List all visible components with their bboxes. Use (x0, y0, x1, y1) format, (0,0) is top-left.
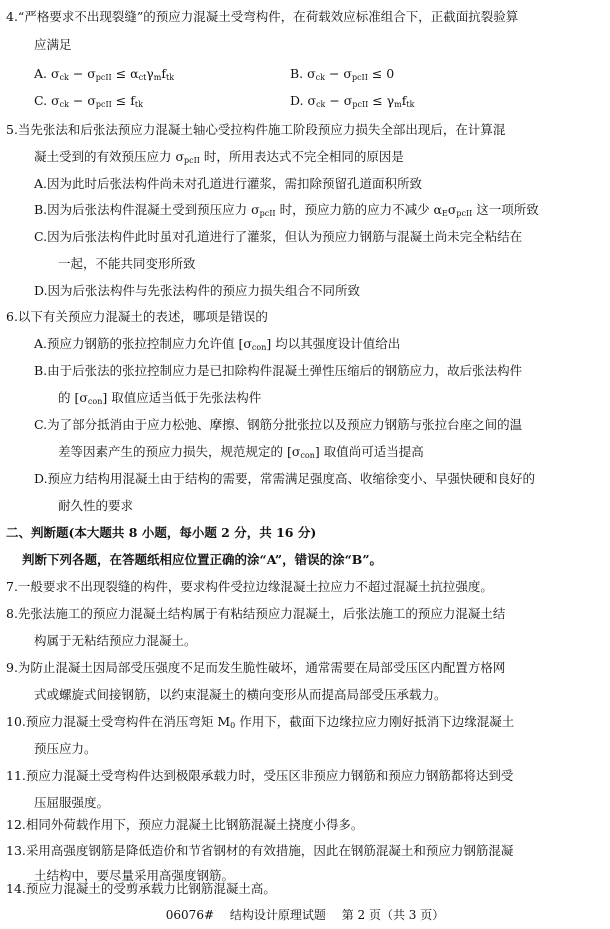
exam-code: 06076# (165, 908, 215, 922)
q5-stem-line2: 凝土受到的有效预压应力 $\sigma_{pcII}$ 时，所用表达式不完全相同的原因是 (34, 149, 404, 165)
q13-line2: 土结构中，要尽量采用高强度钢筋。 (34, 868, 235, 883)
q4-option-a: A. $\sigma_{ck} - \sigma_{pcII} \le \alpha_{ct}\gamma_mf_{tk}$ (34, 66, 175, 82)
section2-title: 二、判断题(本大题共 8 小题，每小题 2 分，共 16 分) (6, 525, 317, 540)
exam-subject: 结构设计原理试题 (229, 908, 326, 922)
q4-option-b: B. $\sigma_{ck} - \sigma_{pcII} \le 0$ (290, 66, 395, 82)
q12: 12.相同外荷载作用下，预应力混凝土比钢筋混凝土挠度小得多。 (6, 817, 364, 832)
q4-option-d: D. $\sigma_{ck} - \sigma_{pcII} \le \gamma_mf_{tk}$ (290, 93, 415, 109)
q6-option-a: A.预应力钢筋的张拉控制应力允许值 $[\sigma_{con}]$ 均以其强度设计值给出 (34, 336, 401, 352)
page-number: 第 2 页（共 3 页） (341, 908, 445, 922)
q6-option-d-line1: D.预应力结构用混凝土由于结构的需要，常需满足强度高、收缩徐变小、早强快硬和良好的 (34, 471, 536, 486)
q6-option-c-line2: 差等因素产生的预应力损失，规范规定的 $[\sigma_{con}]$ 取值尚可适当提高 (58, 444, 424, 460)
page-footer (0, 906, 610, 923)
q10-line2: 预压应力。 (34, 741, 97, 756)
section2-instruction: 判断下列各题，在答题纸相应位置正确的涂“A”，错误的涂“B”。 (22, 552, 383, 567)
q8-line2: 构属于无粘结预应力混凝土。 (34, 633, 197, 648)
q9-line2: 式或螺旋式间接钢筋，以约束混凝土的横向变形从而提高局部受压承载力。 (34, 687, 447, 702)
q6-option-d-line2: 耐久性的要求 (58, 498, 134, 513)
q10-line1: 10.预应力混凝土受弯构件在消压弯矩 $M_0$ 作用下，截面下边缘拉应力刚好抵消下边缘混凝土 (6, 714, 515, 730)
q4-stem-line1: 4.“严格要求不出现裂缝”的预应力混凝土受弯构件，在荷载效应标准组合下，正截面抗裂验算 (6, 9, 519, 24)
q6-stem: 6.以下有关预应力混凝土的表述，哪项是错误的 (6, 309, 268, 324)
q6-option-c-line1: C.为了部分抵消由于应力松弛、摩擦、钢筋分批张拉以及预应力钢筋与张拉台座之间的温 (34, 417, 523, 432)
q5-option-d: D.因为后张法构件与先张法构件的预应力损失组合不同所致 (34, 283, 361, 298)
q8-line1: 8.先张法施工的预应力混凝土结构属于有粘结预应力混凝土，后张法施工的预应力混凝土结 (6, 606, 506, 621)
q4-option-c: C. $\sigma_{ck} - \sigma_{pcII} \le f_{tk}$ (34, 93, 143, 109)
q4-stem-line2: 应满足 (34, 37, 72, 52)
q5-stem-line1: 5.当先张法和后张法预应力混凝土轴心受拉构件施工阶段预应力损失全部出现后，在计算混 (6, 122, 506, 137)
q11-line2: 压屈服强度。 (34, 795, 110, 810)
q9-line1: 9.为防止混凝土因局部受压强度不足而发生脆性破坏，通常需要在局部受压区内配置方格网 (6, 660, 506, 675)
q6-option-b-line1: B.由于后张法的张拉控制应力是已扣除构件混凝土弹性压缩后的钢筋应力，故后张法构件 (34, 363, 523, 378)
q5-option-c-line1: C.因为后张法构件此时虽对孔道进行了灌浆，但认为预应力钢筋与混凝土尚未完全粘结在 (34, 229, 523, 244)
q14: 14.预应力混凝土的受剪承载力比钢筋混凝土高。 (6, 881, 276, 896)
q5-option-b: B.因为后张法构件混凝土受到预压应力 $\sigma_{pcII}$ 时，预应力筋的应力不减少 $\alpha_E\sigma_{pcII}$ 这一项所致 (34, 202, 539, 218)
q5-option-a: A.因为此时后张法构件尚未对孔道进行灌浆，需扣除预留孔道面积所致 (34, 176, 423, 191)
q6-option-b-line2: 的 $[\sigma_{con}]$ 取值应适当低于先张法构件 (58, 390, 262, 406)
q5-option-c-line2: 一起，不能共同变形所致 (58, 256, 196, 271)
q13-line1: 13.采用高强度钢筋是降低造价和节省钢材的有效措施，因此在钢筋混凝土和预应力钢筋混凝 (6, 843, 514, 858)
q11-line1: 11.预应力混凝土受弯构件达到极限承载力时，受压区非预应力钢筋和预应力钢筋都将达到受 (6, 768, 514, 783)
q7: 7.一般要求不出现裂缝的构件，要求构件受拉边缘混凝土拉应力不超过混凝土抗拉强度。 (6, 579, 493, 594)
